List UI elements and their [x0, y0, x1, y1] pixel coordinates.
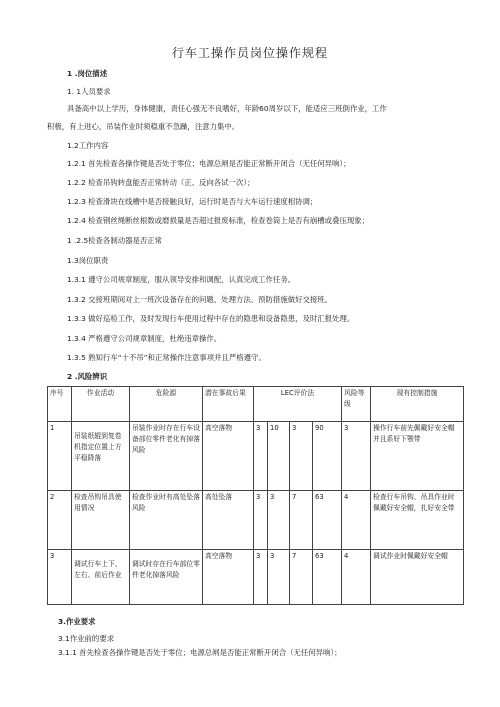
- item-1-3-3: 1.3.3 做好巡检工作，及时发现行车使用过程中存在的隐患和设备隐患，及时汇报处理。: [67, 314, 355, 323]
- cell-l: 3: [254, 550, 268, 605]
- header-measure: 现有控制措施: [371, 387, 464, 422]
- cell-level: 4: [342, 550, 371, 605]
- item-3-1-1: 3.1.1 首先检查各操作键是否处于零位；电源总闸是否能正常断开闭合（无任何异响）；: [58, 648, 342, 657]
- header-level: 风险等级: [342, 387, 371, 422]
- table-header-row: [48, 387, 464, 422]
- item-1-2-3: 1.2.3 检查滑块在线槽中是否接触良好，运行时是否与大车运行速度相协调；: [67, 197, 318, 206]
- subsection-1-1-heading: 1. 1人员要求: [67, 87, 111, 96]
- subsection-1-2-heading: 1.2工作内容: [67, 141, 109, 150]
- item-1-3-5: 1.3.5 熟知行车“十不吊”和正常操作注意事项并且严格遵守。: [67, 353, 266, 362]
- cell-d: 63: [313, 550, 342, 605]
- cell-c: 7: [290, 491, 313, 550]
- item-1-3-2: 1.3.2 交接班期间对上一班次设备存在的问题、处理方法、预防措施做好交接班。: [67, 295, 333, 304]
- section-2-heading: 2 .风险辨识: [67, 372, 108, 381]
- cell-no: 2: [48, 491, 72, 550]
- item-1-2-1: 1.2.1 首先检查各操作键是否处于零位；电源总闸是否能正常断开闭合（无任何异响）；: [67, 159, 351, 168]
- cell-l: 3: [254, 491, 268, 550]
- subsection-3-1-heading: 3.1作业前的要求: [58, 634, 115, 643]
- risk-table: [47, 386, 464, 605]
- subsection-1-3-heading: 1.3岗位职责: [67, 256, 109, 265]
- table-row: [48, 491, 464, 550]
- table-row: [48, 550, 464, 605]
- cell-hazard: [130, 550, 203, 605]
- cell-activity-text: 调试行车上下、左右、前后作业: [74, 560, 122, 579]
- cell-hazard: 吊装作业时存在行车设备部位零件老化有掉落风险: [130, 422, 203, 491]
- item-1-3-1: 1.3.1 遵守公司规章制度，服从领导安排和调配，认真完成工作任务。: [67, 275, 296, 284]
- cell-e: 10: [268, 422, 290, 491]
- cell-level: 4: [342, 491, 371, 550]
- cell-measure: 调试作业时佩戴好安全帽: [371, 550, 464, 605]
- cell-l: 3: [254, 422, 268, 491]
- cell-e: 3: [268, 550, 290, 605]
- cell-activity: [72, 550, 130, 605]
- cell-activity: 检查吊钩吊具使用情况: [72, 491, 130, 550]
- cell-result: 高空落物: [203, 422, 254, 491]
- section-1-heading: 1 .岗位描述: [67, 69, 108, 78]
- cell-activity: [72, 422, 130, 491]
- cell-measure: 操作行车前先佩戴好安全帽并且系好下颚带: [371, 422, 464, 491]
- item-1-2-2: 1.2.2 检查吊钩转盘能否正常转动（正、反向各试一次）；: [67, 178, 255, 187]
- cell-c: 7: [290, 550, 313, 605]
- page-title: 行车工操作员岗位操作规程: [171, 46, 328, 60]
- cell-c: 3: [290, 422, 313, 491]
- item-1-2-5: 1 .2.5检查各制动器是否正常: [67, 236, 163, 245]
- header-activity: 作业活动: [72, 387, 130, 422]
- cell-d: 90: [313, 422, 342, 491]
- header-no: 序号: [48, 387, 72, 422]
- header-result: 潜在事故后果: [203, 387, 254, 422]
- header-hazard: 危险源: [130, 387, 203, 422]
- cell-measure: 检查行车吊钩、吊具作业时佩戴好安全帽，扎好安全带: [371, 491, 464, 550]
- cell-no: 1: [48, 422, 72, 491]
- item-1-3-4: 1.3.4 严格遵守公司规章制度，杜绝违章操作。: [67, 334, 222, 343]
- item-1-2-4: 1.2.4 检查钢丝绳断丝根数或磨损量是否超过报废标准，检查卷筒上是否有崩槽或叠压现象；: [67, 216, 370, 225]
- cell-result: 高空落物: [203, 550, 254, 605]
- cell-no: 3: [48, 550, 72, 605]
- cell-hazard-text: 调试时存在行车部位零件老化掉落风险: [132, 560, 200, 579]
- cell-hazard: 检查作业时有高处坠落风险: [130, 491, 203, 550]
- paragraph-1-1-line-1: 具备高中以上学历，身体健康，责任心强无不良嗜好，年龄60周岁以下，能适应三班倒作业，工作: [67, 104, 387, 113]
- cell-e: 3: [268, 491, 290, 550]
- cell-d: 63: [313, 491, 342, 550]
- table-row: [48, 422, 464, 491]
- paragraph-1-1-line-2: 积极，有上进心，吊装作业时须稳重不急躁，注意力集中。: [47, 122, 240, 131]
- header-lec: LEC评价法: [254, 387, 342, 422]
- cell-result: 高处坠落: [203, 491, 254, 550]
- cell-level: 3: [342, 422, 371, 491]
- cell-activity-text: 吊装纸辊到复卷机指定位置上方平稳降落: [74, 432, 122, 462]
- section-3-heading: 3.作业要求: [58, 617, 96, 626]
